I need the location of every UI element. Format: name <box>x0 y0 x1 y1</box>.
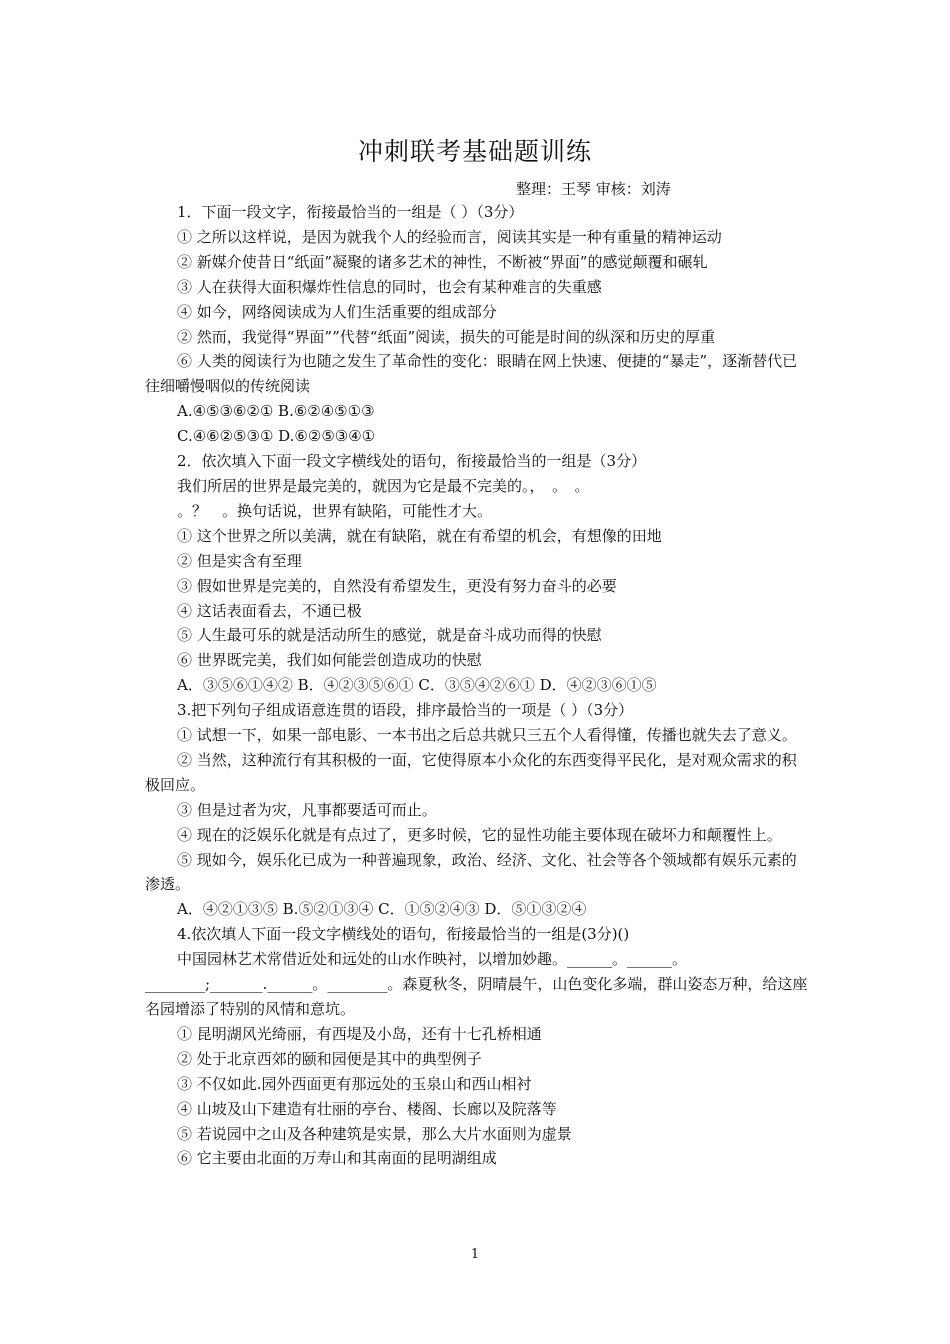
q1-option-2: ② 新媒介使昔日“纸面”凝聚的诸多艺术的神性，不断被“界面”的感觉颠覆和碾轧 <box>177 252 708 271</box>
question-2-stem: 2．依次填入下面一段文字横线处的语句，衔接最恰当的一组是（3分） <box>177 452 647 471</box>
question-3-stem: 3.把下列句子组成语意连贯的语段，排序最恰当的一项是（ ）（3分） <box>177 701 634 720</box>
q4-option-1: ① 昆明湖风光绮丽，有西堤及小岛，还有十七孔桥相通 <box>177 1024 542 1043</box>
q2-option-1: ① 这个世界之所以美满，就在有缺陷，就在有希望的机会，有想像的田地 <box>177 526 662 545</box>
q2-answers: A．③⑤⑥①④② B．④②③⑤⑥① C．③⑤④②⑥① D．④②③⑥①⑤ <box>177 676 657 695</box>
question-1-stem: 1．下面一段文字，衔接最恰当的一组是（ ）（3分） <box>177 203 524 221</box>
q3-answers: A．④②①③⑤ B.⑤②①③④ C．①⑤②④③ D．⑤①③②④ <box>177 900 587 919</box>
q4-option-2: ② 处于北京西郊的颐和园便是其中的典型例子 <box>177 1049 482 1068</box>
q2-option-2: ② 但是实含有至理 <box>177 551 302 570</box>
q1-option-6: ⑥ 人类的阅读行为也随之发生了革命性的变化：眼睛在网上快速、便捷的“暴走”，逐渐替代已往细嚼慢咽似的传统阅读 <box>145 352 798 396</box>
q4-option-3: ③ 不仅如此.园外西面更有那远处的玉泉山和西山相衬 <box>177 1074 532 1093</box>
q1-option-1: ① 之所以这样说，是因为就我个人的经验而言，阅读其实是一种有重量的精神运动 <box>177 227 722 246</box>
q4-option-4: ④ 山坡及山下建造有壮丽的亭台、楼阁、长廊以及院落等 <box>177 1099 557 1118</box>
q2-option-3: ③ 假如世界是完美的，自然没有希望发生，更没有努力奋斗的必要 <box>177 576 617 595</box>
page-title: 冲刺联考基础题训练 <box>357 137 592 166</box>
q3-sentence-5: ⑤ 现如今，娱乐化已成为一种普遍现象，政治、经济、文化、社会等各个领域都有娱乐元素的渗透。 <box>145 850 797 894</box>
q1-option-4: ④ 如今，网络阅读成为人们生活重要的组成部分 <box>177 302 497 321</box>
q1-option-3: ③ 人在获得大面积爆炸性信息的同时，也会有某种难言的失重感 <box>177 277 602 296</box>
q3-sentence-2: ② 当然，这种流行有其积极的一面，它使得原本小众化的东西变得平民化，是对观众需求的积极回应。 <box>145 750 797 794</box>
q1-answers-ab: A.④⑤③⑥②① B.⑥②④⑤①③ <box>177 402 375 421</box>
q2-passage-line-2: 。？ 。换句话说，世界有缺陷，可能性才大。 <box>177 501 493 520</box>
q4-passage: 中国园林艺术常借近处和远处的山水作映衬，以增加妙趣。______。______。________;_______.______。________。森夏秋冬，阴晴晨午，山色变化多端，群山姿态万种，给这座名园增添了特别的风情和意坑。 <box>145 950 808 1018</box>
editor-credit: 整理：王琴 审核：刘涛 <box>516 180 671 198</box>
q1-answers-cd: C.④⑥②⑤③① D.⑥②⑤③④① <box>177 427 376 446</box>
q3-sentence-4: ④ 现在的泛娱乐化就是有点过了，更多时候，它的显性功能主要体现在破坏力和颠覆性上。 <box>177 825 782 844</box>
q1-option-5: ② 然而，我觉得“界面””代替“纸面”阅读，损失的可能是时间的纵深和历史的厚重 <box>177 327 716 346</box>
q2-option-5: ⑤ 人生最可乐的就是活动所生的感觉，就是奋斗成功而得的快慰 <box>177 626 602 645</box>
q4-option-5: ⑤ 若说园中之山及各种建筑是实景，那么大片水面则为虚景 <box>177 1124 572 1143</box>
q2-option-4: ④ 这话表面看去，不通已极 <box>177 601 362 620</box>
q2-passage-line-1: 我们所居的世界是最完美的，就因为它是最不完美的。， 。 。 <box>177 476 590 495</box>
question-content <box>145 200 809 1171</box>
question-4-stem: 4.依次填人下面一段文字横线处的语句，衔接最恰当的一组是(3分)() <box>177 925 630 944</box>
page-number: 1 <box>470 1247 480 1262</box>
q3-sentence-3: ③ 但是过者为灾，凡事都要适可而止。 <box>177 800 437 819</box>
q3-sentence-1: ① 试想一下，如果一部电影、一本书出之后总共就只三五个人看得懂，传播也就失去了意义。 <box>177 726 797 745</box>
q2-option-6: ⑥ 世界既完美，我们如何能尝创造成功的快慰 <box>177 651 482 670</box>
q4-option-6: ⑥ 它主要由北面的万寿山和其南面的昆明湖组成 <box>177 1149 497 1168</box>
